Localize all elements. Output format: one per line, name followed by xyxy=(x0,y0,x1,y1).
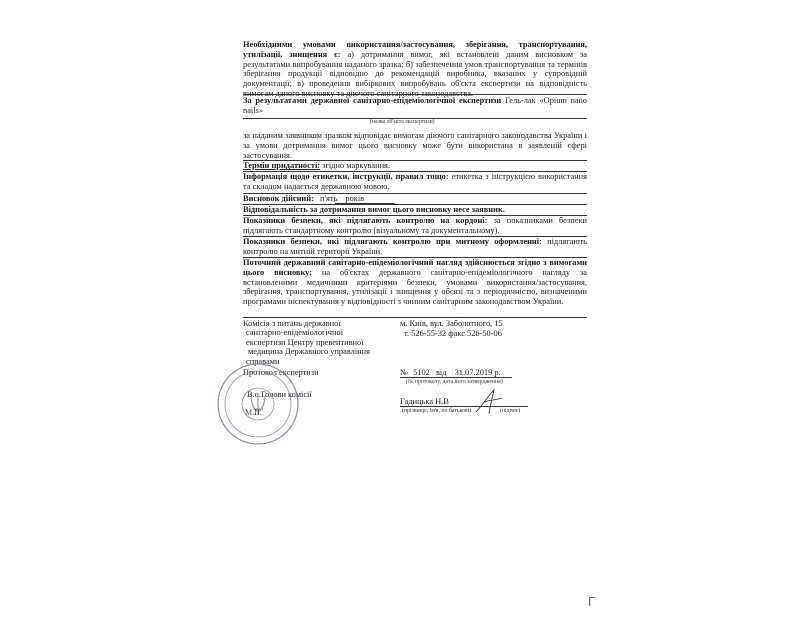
signatory-name: Гадицька Н.В xyxy=(400,397,449,406)
responsibility-text: Відповідальність за дотримання вимог цього висновку несе заявник. xyxy=(243,205,505,214)
protocol-number: 5102 xyxy=(413,368,430,377)
protocol-label: Протокол експертизи xyxy=(243,368,319,377)
commission-line: медицина Державного управління xyxy=(248,347,371,357)
customs-control-value: підлягають контролю на митній території України. xyxy=(243,237,588,256)
validity-value: п'ять xyxy=(319,194,338,203)
supervision-row xyxy=(243,258,587,307)
shelf-life-label: Термін придатності: xyxy=(243,161,321,170)
results-text: за наданим заявником зразком відповідає вимогам діючого санітарного законодавства України і за умови дотримання вимог цього висновку може бути використана в заявленій сфері застосування. xyxy=(243,131,587,160)
signature-role: В.о.Голови комісії xyxy=(247,390,312,399)
commission-address: м. Київ, вул. Заболотного, 15 xyxy=(400,319,503,328)
sign-caption: (підпис) xyxy=(500,408,521,414)
conditions-section xyxy=(243,40,587,99)
validity-label: Висновок дійсний: xyxy=(243,194,314,203)
shelf-life-row xyxy=(243,161,587,171)
commission-line: справами xyxy=(246,356,280,366)
conditions-text: а) дотримання вимог, які встановлені даним висновком за результатами випробування наданого зразка; б) забезпечення умов транспортування та термінів зберігання продукції відповідно до рекомендацій виробника, вказаних у супровідній документації; в) проведення вибіркових випробувань об'єкта експертизи на відповідність вимогам даного висновку та діючого санітарного законодавства. xyxy=(243,49,587,98)
stamp-mark: М.П. xyxy=(245,408,262,417)
commission-name xyxy=(243,319,393,366)
customs-control-row xyxy=(243,237,587,257)
border-control-row xyxy=(243,216,587,236)
supervision-label: Поточний державний санітарно-епідеміологічний нагляд здійснюється згідно з вимогами цього висновку: xyxy=(243,258,587,277)
results-object: Гель-лак «Opium nano nails» xyxy=(243,96,587,115)
commission-phones: т. 526-55-32 факс 526-50-06 xyxy=(404,329,502,338)
labeling-row xyxy=(243,172,587,192)
signatory-caption: (прізвище, ім'я, по батькові) xyxy=(402,408,472,414)
results-title: За результатами державної санітарно-епідеміологічної експертизи xyxy=(243,96,502,105)
shelf-life-value: згідно маркування. xyxy=(322,161,391,170)
customs-control-label: Показники безпеки, які підлягають контролю при митному оформленні: xyxy=(243,237,542,246)
border-control-label: Показники безпеки, які підлягають контролю на кордоні: xyxy=(243,216,488,225)
commission-line: санітарно-епідеміологічної xyxy=(246,328,344,338)
commission-line: експертизи Центру превентивної xyxy=(246,337,364,347)
divider xyxy=(243,317,587,318)
protocol-number-prefix: № xyxy=(400,368,408,377)
supervision-value: на об'єктах державного санітарно-епідеміологічного нагляду за встановленими медичними критеріями безпеки, умовами використання/застосування, зберігання, транспортування, утилізації і знищення у обсязі та з періодичністю, визначеними програмами інспектування у відповідності з чинним санітарним законодавством України. xyxy=(243,267,587,307)
protocol-caption: (№ протоколу, дата його затвердження) xyxy=(406,379,503,385)
object-caption: (назва об'єкта експертизи) xyxy=(370,119,435,125)
corner-mark: Г xyxy=(588,594,596,609)
protocol-underline xyxy=(400,377,512,378)
labeling-label: Інформація щодо етикетки, інструкції, правил тощо: xyxy=(243,172,449,181)
border-control-value: за показниками безпеки підлягають стандартному контролю (візуальному та документальному). xyxy=(243,216,587,235)
validity-unit: років xyxy=(345,194,365,203)
handwritten-signature xyxy=(470,388,510,416)
protocol-date-prefix: від xyxy=(435,368,447,377)
stamp-seal xyxy=(214,360,302,448)
labeling-value: етикетка з інструкцією використання та складом надається державною мовою. xyxy=(243,172,587,191)
protocol-date: 31.07.2019 р. xyxy=(454,368,501,377)
commission-line: Комісія з питань державної xyxy=(243,319,341,328)
results-section xyxy=(243,96,587,116)
divider xyxy=(243,94,587,95)
conditions-title: Необхідними умовами використання/застосування, зберігання, транспортування, утилізації, знищення є: xyxy=(243,40,587,59)
validity-row xyxy=(243,194,587,204)
